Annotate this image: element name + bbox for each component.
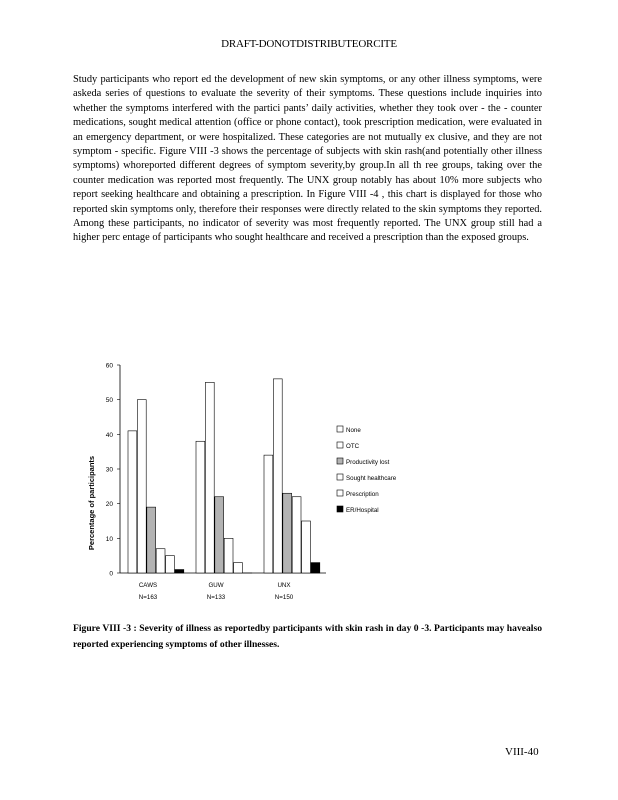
bar-guw-otc [205, 382, 214, 573]
legend-label: Productivity lost [346, 459, 390, 466]
bar-unx-otc [273, 379, 282, 573]
draft-header: DRAFT-DONOTDISTRIBUTEORCITE [221, 38, 397, 50]
x-category-n: N=150 [274, 594, 294, 601]
bar-caws-productivity-lost [147, 507, 156, 573]
legend-swatch [337, 474, 343, 480]
legend-swatch [337, 426, 343, 432]
bar-caws-none [128, 431, 137, 573]
bar-unx-prescription [302, 521, 311, 573]
bar-unx-sought-healthcare [292, 497, 301, 573]
bar-caws-prescription [166, 556, 175, 573]
legend-swatch [337, 458, 343, 464]
legend-swatch [337, 506, 343, 512]
x-category-label: GUW [208, 582, 224, 589]
legend-label: ER/Hospital [346, 507, 379, 514]
bar-guw-sought-healthcare [224, 538, 233, 573]
x-category-label: CAWS [138, 582, 158, 589]
y-axis-label: Percentage of participants [87, 455, 96, 551]
legend-label: Sought healthcare [346, 475, 397, 482]
bar-caws-er-hospital [175, 570, 184, 573]
y-tick-label: 50 [105, 397, 113, 405]
bar-unx-none [264, 455, 273, 573]
bar-guw-none [196, 441, 205, 573]
page-number: VIII-40 [505, 746, 539, 758]
figure-caption: Figure VIII -3 : Severity of illness as reportedby participants with skin rash in day 0 -3. Participants may havealso reported experiencing symptoms of other illnesses. [73, 623, 542, 650]
legend-label: Prescription [346, 491, 379, 498]
x-axis-labels [139, 582, 294, 601]
legend-label: OTC [346, 443, 360, 450]
legend-label: None [346, 427, 361, 434]
y-tick-label: 60 [105, 362, 113, 370]
x-category-label: UNX [277, 582, 291, 589]
bar-caws-otc [137, 400, 146, 573]
y-tick-label: 10 [105, 535, 113, 543]
y-tick-label: 30 [105, 466, 113, 474]
bar-caws-sought-healthcare [156, 549, 165, 573]
y-tick-label: 0 [109, 570, 113, 578]
bar-chart [80, 355, 440, 605]
y-tick-label: 40 [105, 431, 113, 439]
bar-guw-productivity-lost [215, 497, 224, 573]
bar-guw-prescription [234, 563, 243, 573]
x-category-n: N=163 [138, 594, 158, 601]
legend [337, 426, 397, 514]
bar-unx-er-hospital [311, 563, 320, 573]
y-tick-label: 20 [105, 501, 113, 509]
legend-swatch [337, 442, 343, 448]
legend-swatch [337, 490, 343, 496]
x-category-n: N=133 [206, 594, 226, 601]
bar-unx-productivity-lost [283, 493, 292, 573]
body-paragraph: Study participants who report ed the development of new skin symptoms, or any other illness symptoms, were askeda series of questions to evaluate the severity of their symptoms. These questions include inquiries into whether the symptoms interfered with the partici pants’ daily activities, whether they took over - the - counter medications, sought medical attention (office or phone contact), took prescription medication, were evaluated in an emergency department, or were hospitalized. These categories are not mutually ex clusive, and they are not symptom - specific. Figure VIII -3 shows the percentage of subjects with skin rash(and potentially other illness symptoms) whoreported different degrees of symptom severity,by group.In all th ree groups, taking over the counter medication was reported most frequently. The UNX group notably has about 10% more subjects who report seeking healthcare and obtaining a prescription. In Figure VIII -4 , this chart is displayed for those who reported skin symptoms only, therefore their responses were directly related to the skin symptoms they reported. Among these participants, no indicator of severity was most frequently reported. The UNX group still had a higher perc entage of participants who sought healthcare and received a prescription than the exposed groups. [73, 74, 542, 244]
bars [128, 379, 320, 573]
